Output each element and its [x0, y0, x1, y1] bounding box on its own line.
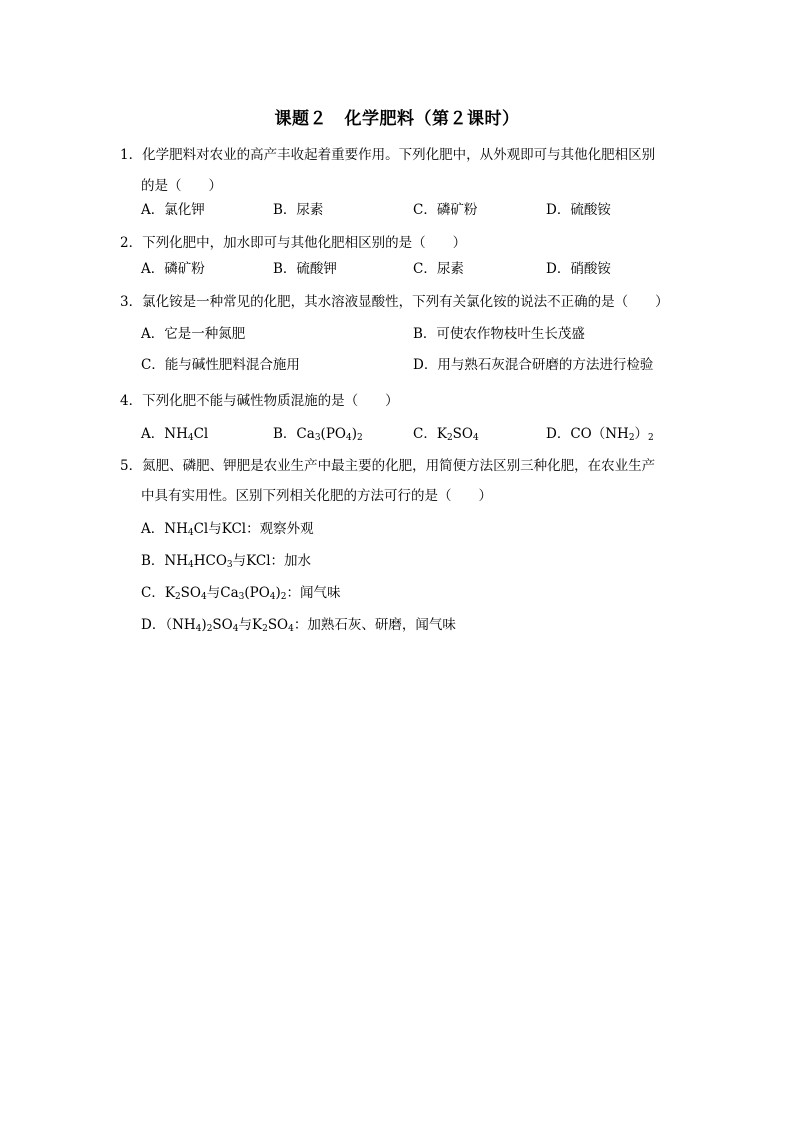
question-5-option-b: B．$NH_4HCO_3$与KCl：加水 — [141, 553, 312, 570]
question-1-line-1: 1．化学肥料对农业的高产丰收起着重要作用。下列化肥中，从外观即可与其他化肥相区别 — [120, 147, 656, 163]
question-3-option-c: C．能与碱性肥料混合施用 — [141, 357, 300, 373]
question-4-option-a: A．$NH_4Cl$ — [141, 426, 209, 443]
question-5-option-d: D．$(NH_4)_2SO_4$与$K_2SO_4$：加熟石灰、研磨，闻气味 — [141, 617, 456, 634]
question-3-option-b: B．可使农作物枝叶生长茂盛 — [413, 326, 585, 342]
question-3-option-a: A．它是一种氮肥 — [141, 326, 246, 342]
question-2-line-1: 2．下列化肥中，加水即可与其他化肥相区别的是（ ） — [120, 235, 467, 251]
question-1-option-a: A．氯化钾 — [141, 202, 205, 218]
question-1-option-c: C．磷矿粉 — [413, 202, 478, 218]
question-1-option-b: B．尿素 — [273, 202, 324, 218]
question-2-option-d: D．硝酸铵 — [546, 261, 611, 277]
question-4-option-b: B．$Ca_3(PO_4)_2$ — [273, 426, 363, 443]
question-2-option-a: A．磷矿粉 — [141, 261, 205, 277]
question-5-line-1: 5．氮肥、磷肥、钾肥是农业生产中最主要的化肥，用简便方法区别三种化肥，在农业生产 — [120, 458, 656, 474]
question-1-line-2: 的是（ ） — [141, 178, 222, 194]
question-4-line-1: 4．下列化肥不能与碱性物质混施的是（ ） — [120, 393, 399, 409]
question-4-option-c: C．$K_2SO_4$ — [413, 426, 479, 443]
question-5-option-c: C．$K_2SO_4$与$Ca_3(PO_4)_2$：闻气味 — [141, 585, 341, 602]
question-5-option-a: A．$NH_4Cl$与KCl：观察外观 — [141, 521, 314, 538]
question-5-line-2: 中具有实用性。区别下列相关化肥的方法可行的是（ ） — [141, 488, 492, 504]
page-title: 课题２ 化学肥料（第２课时） — [274, 109, 520, 129]
question-1-option-d: D．硫酸铵 — [546, 202, 611, 218]
question-4-option-d: D．$CO(NH_2)_2$ — [546, 426, 654, 443]
question-3-line-1: 3．氯化铵是一种常见的化肥，其水溶液显酸性，下列有关氯化铵的说法不正确的是（ ） — [120, 294, 669, 310]
question-2-option-b: B．硫酸钾 — [273, 261, 337, 277]
question-3-option-d: D．用与熟石灰混合研磨的方法进行检验 — [413, 357, 654, 373]
question-2-option-c: C．尿素 — [413, 261, 464, 277]
